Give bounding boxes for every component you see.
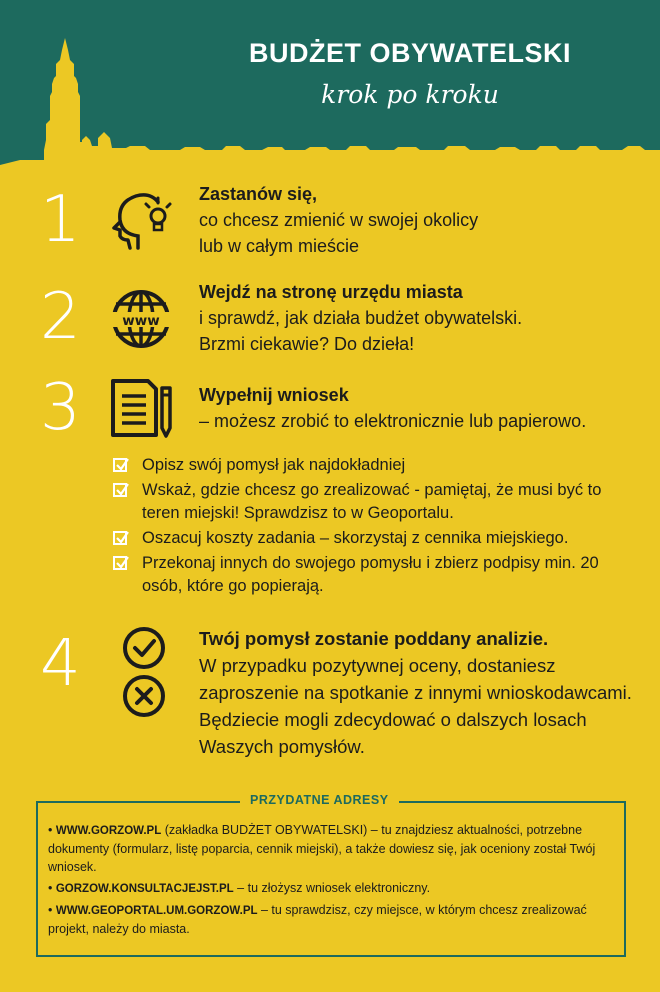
page-subtitle: krok po kroku	[321, 80, 499, 109]
checklist-item	[113, 527, 633, 550]
step-4-heading: Twój pomysł zostanie poddany analizie.	[199, 628, 549, 649]
check-cross-circle-icon	[118, 626, 170, 727]
step-1-line-2: lub w całym mieście	[199, 236, 360, 256]
step-4-line-4: Waszych pomysłów.	[199, 736, 365, 757]
step-4-line-3: Będziecie mogli zdecydować o dalszych losach	[199, 709, 587, 730]
head-lightbulb-icon	[108, 188, 178, 257]
address-description: (zakładka BUDŻET OBYWATELSKI) – tu znajdziesz aktualności, potrzebne dokumenty (formularz, listę poparcia, cennik miejski), a także dowiesz się, jak oceniony został Twój wniosek.	[48, 823, 596, 874]
step-1-number: 1	[40, 183, 81, 257]
checklist-item-text: Oszacuj koszty zadania – skorzystaj z cennika miejskiego.	[142, 529, 569, 547]
step-3-heading: Wypełnij wniosek	[199, 385, 349, 405]
address-item: • WWW.GORZOW.PL (zakładka BUDŻET OBYWATELSKI) – tu znajdziesz aktualności, potrzebne dokumenty (formularz, listę poparcia, cennik miejski), a także dowiesz się, jak oceniony został Twój wniosek.	[48, 823, 596, 874]
svg-text:www: www	[122, 313, 160, 329]
checkbox-checked-icon	[113, 556, 127, 570]
addresses-title: PRZYDATNE ADRESY	[240, 793, 399, 807]
step-4-text	[199, 625, 632, 760]
page-title: BUDŻET OBYWATELSKI	[249, 38, 571, 68]
step-1-line-1: co chcesz zmienić w swojej okolicy	[199, 210, 479, 230]
address-link[interactable]: GORZOW.KONSULTACJEJST.PL	[55, 883, 234, 895]
address-description: – tu sprawdzisz, czy miejsce, w którym chcesz zrealizować projekt, należy do miasta.	[48, 903, 587, 936]
address-description: – tu złożysz wniosek elektroniczny.	[233, 881, 431, 895]
checklist-item-text: Wskaż, gdzie chcesz go zrealizować - pamiętaj, że musi być to teren miejski! Sprawdzisz to w Geoportalu.	[142, 481, 602, 522]
step-3-text	[199, 382, 586, 434]
step-2-text	[199, 279, 522, 357]
checkbox-checked-icon	[113, 531, 127, 545]
checklist-item	[113, 454, 633, 477]
step-2-number: 2	[40, 280, 81, 354]
step-1-text	[199, 181, 478, 259]
checkbox-checked-icon	[113, 458, 127, 472]
step-3-line-1: – możesz zrobić to elektronicznie lub papierowo.	[199, 411, 587, 431]
step-2-line-1: i sprawdź, jak działa budżet obywatelski.	[199, 308, 523, 328]
checklist-item-text: Przekonaj innych do swojego pomysłu i zbierz podpisy min. 20 osób, które go popierają.	[142, 554, 599, 595]
step-4-line-2: zaproszenie na spotkanie z innymi wnioskodawcami.	[199, 682, 632, 703]
checklist-item-text: Opisz swój pomysł jak najdokładniej	[142, 456, 406, 474]
address-item: • GORZOW.KONSULTACJEJST.PL – tu złożysz wniosek elektroniczny.	[48, 881, 431, 895]
address-link[interactable]: WWW.GEOPORTAL.UM.GORZOW.PL	[55, 905, 258, 917]
step-1-heading: Zastanów się,	[199, 184, 318, 204]
step-2-line-2: Brzmi ciekawie? Do dzieła!	[199, 334, 415, 354]
header-banner	[0, 0, 660, 200]
step-3-checklist	[113, 454, 633, 600]
document-pencil-icon	[110, 378, 176, 445]
address-link[interactable]: WWW.GORZOW.PL	[55, 825, 162, 837]
checklist-item	[113, 552, 633, 598]
addresses-list	[48, 821, 618, 941]
www-globe-icon	[110, 288, 172, 355]
step-2-heading: Wejdź na stronę urzędu miasta	[199, 282, 463, 302]
address-item: • WWW.GEOPORTAL.UM.GORZOW.PL – tu sprawdzisz, czy miejsce, w którym chcesz zrealizować projekt, należy do miasta.	[48, 903, 587, 936]
checklist-item	[113, 479, 633, 525]
step-4-number: 4	[40, 627, 81, 701]
checkbox-checked-icon	[113, 483, 127, 497]
step-3-number: 3	[40, 371, 81, 445]
step-4-line-1: W przypadku pozytywnej oceny, dostaniesz	[199, 655, 556, 676]
